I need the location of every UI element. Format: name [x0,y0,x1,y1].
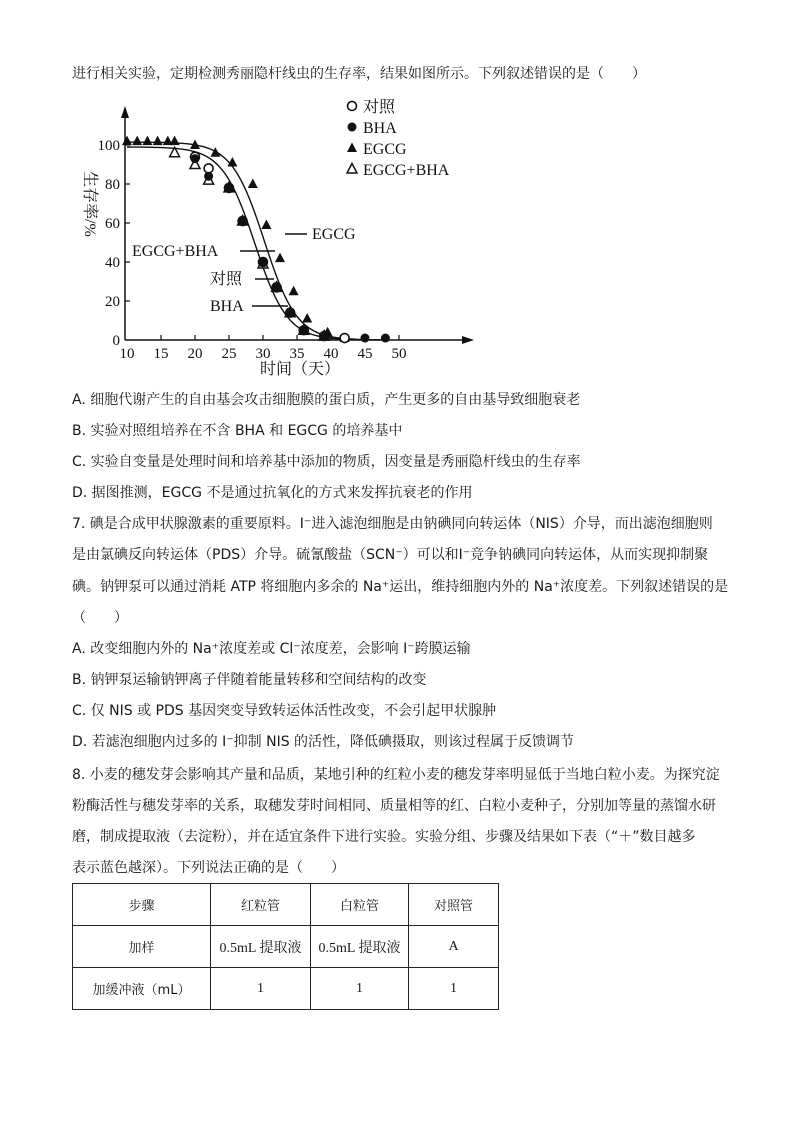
data-point [170,136,180,146]
data-point [340,334,349,343]
q7-option-c: C. 仅 NIS 或 PDS 基因突变导致转运体活性改变，不会引起甲状腺肿 [72,703,497,719]
q7-option-b: B. 钠钾泵运输钠钾离子伴随着能量转移和空间结构的改变 [72,672,427,688]
q7-stem-2: 是由氯碘反向转运体（PDS）介导。硫氰酸盐（SCN⁻）可以和I⁻竞争钠碘同向转运体，从而实现抑制聚 [72,547,709,563]
curve-label-control: 对照 [210,271,243,288]
q8-stem-4: 表示蓝色越深）。下列说法正确的是（ ） [72,860,345,876]
legend-label: EGCG+BHA [363,162,450,179]
table-cell: 加样 [73,926,211,968]
data-point [381,334,390,343]
y-axis-arrow [121,106,129,118]
table-header-cell: 白粒管 [311,884,409,926]
data-point [320,332,329,341]
x-tick-label: 50 [391,346,407,362]
data-point [122,136,132,146]
data-point [259,258,268,267]
legend-label: EGCG [363,141,407,158]
table-row [73,926,499,968]
data-point [210,147,220,157]
legend-marker [347,143,357,153]
q6-option-d: D. 据图推测，EGCG 不是通过抗氧化的方式来发挥抗衰老的作用 [72,485,473,501]
q7-stem-3: 碘。钠钾泵可以通过消耗 ATP 将细胞内多余的 Na⁺运出，维持细胞内外的 Na⁺浓度差。下列叙述错误的是 [72,579,729,595]
q8-stem-3: 磨，制成提取液（去淀粉），并在适宜条件下进行实验。实验分组、步骤及结果如下表（“＋”数目越多 [72,829,696,845]
data-point [142,136,152,146]
curve-label-bha: BHA [210,298,244,315]
q7-option-a: A. 改变细胞内外的 Na⁺浓度差或 Cl⁻浓度差，会影响 I⁻跨膜运输 [72,641,471,657]
data-point [272,283,281,292]
table-header-row [73,884,499,926]
survival-chart [70,96,490,386]
x-tick-label: 15 [153,346,169,362]
table-cell: 0.5mL 提取液 [211,926,311,968]
q7-stem-1: 7. 碘是合成甲状腺激素的重要原料。I⁻进入滤泡细胞是由钠碘同向转运体（NIS）介导，而出滤泡细胞则 [72,516,713,532]
table-cell: 1 [409,968,499,1010]
q6-option-a: A. 细胞代谢产生的自由基会攻击细胞膜的蛋白质，产生更多的自由基导致细胞衰老 [72,392,581,408]
q8-stem-2: 粉酶活性与穗发芽率的关系，取穗发芽时间相同、质量相等的红、白粒小麦种子，分别加等量的蒸馏水研 [72,798,716,814]
q8-stem-1: 8. 小麦的穗发芽会影响其产量和品质，某地引种的红粒小麦的穗发芽率明显低于当地白粒小麦。为探究淀 [72,767,720,783]
y-tick-label: 40 [105,255,120,271]
table-cell: 1 [211,968,311,1010]
data-point [191,154,200,163]
x-tick-label: 10 [119,346,135,362]
data-point [204,172,213,181]
y-tick-label: 100 [97,138,120,154]
table-header-cell: 红粒管 [211,884,311,926]
q6-option-c: C. 实验自变量是处理时间和培养基中添加的物质，因变量是秀丽隐杆线虫的生存率 [72,454,581,470]
data-point [204,164,213,173]
x-tick-label: 45 [357,346,373,362]
legend-label: BHA [363,120,397,137]
data-point [132,136,142,146]
table-cell: 0.5mL 提取液 [311,926,409,968]
chart-legend [347,98,450,179]
x-axis-arrow [462,336,474,344]
data-point [238,217,247,226]
y-tick-label: 60 [105,216,120,232]
y-tick-label: 80 [105,177,120,193]
y-tick-label: 20 [105,294,120,310]
table-cell: A [409,926,499,968]
x-tick-label: 25 [221,346,237,362]
table-header-cell: 步骤 [73,884,211,926]
data-point [286,308,295,317]
x-axis-label: 时间（天） [259,361,341,378]
x-tick-label: 40 [323,346,339,362]
table-cell: 加缓冲液（mL） [73,968,211,1010]
y-axis-label: 生存率/% [81,171,98,237]
legend-marker [347,164,357,174]
legend-label: 对照 [363,99,396,116]
legend-marker [348,102,357,111]
q7-stem-4: （ ） [72,610,128,626]
data-point [225,183,234,192]
table-row [73,968,499,1010]
y-tick-label: 0 [112,333,120,349]
data-point [153,136,163,146]
data-point [275,253,285,263]
q6-option-b: B. 实验对照组培养在不含 BHA 和 EGCG 的培养基中 [72,423,403,439]
experiment-table [72,883,499,1010]
table-cell: 1 [311,968,409,1010]
x-tick-label: 20 [187,346,203,362]
table-header-cell: 对照管 [409,884,499,926]
data-point [302,313,312,323]
legend-marker [348,123,357,132]
data-point [299,326,308,335]
data-point [361,334,370,343]
data-point [261,219,271,229]
data-point [289,286,299,296]
x-tick-label: 30 [255,346,271,362]
data-point [248,179,258,189]
curve-label-egcg: EGCG [312,226,356,243]
q7-option-d: D. 若滤泡细胞内过多的 I⁻抑制 NIS 的活性，降低碘摄取，则该过程属于反馈调节 [72,734,575,750]
x-tick-label: 35 [289,346,305,362]
curve-label-egcg-bha: EGCG+BHA [132,243,219,260]
q6-intro: 进行相关实验，定期检测秀丽隐杆线虫的生存率，结果如图所示。下列叙述错误的是（ ） [72,66,646,82]
